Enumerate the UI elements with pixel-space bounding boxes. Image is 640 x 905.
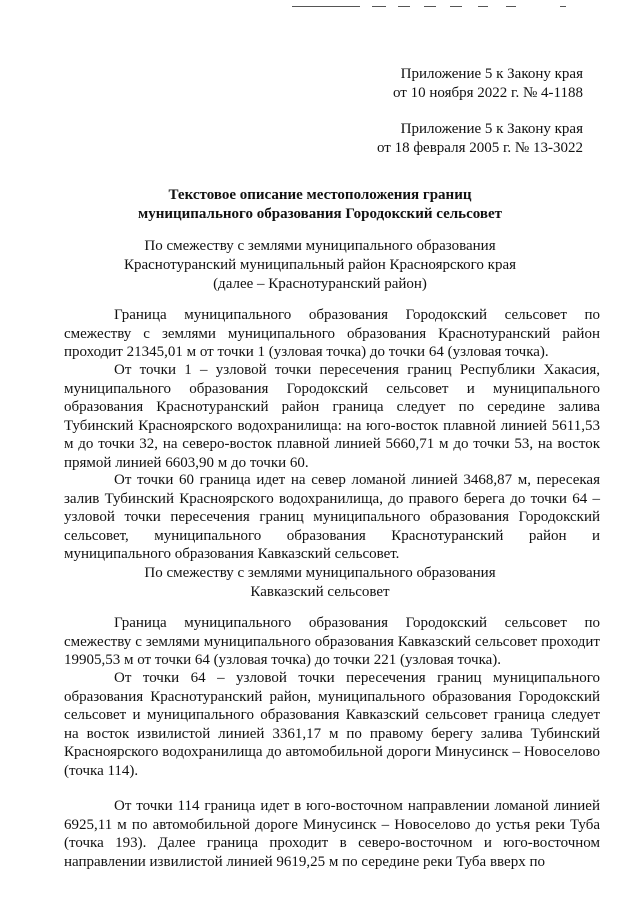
section1-heading-line3: (далее – Краснотуранский район): [213, 276, 427, 292]
appendix-current-line1: Приложение 5 к Закону края: [400, 66, 583, 82]
section1-heading-line1: По смежеству с землями муниципального образования: [144, 238, 496, 254]
section1-heading: [60, 237, 580, 294]
appendix-original: [377, 120, 583, 158]
section1-paragraph-3: От точки 60 граница идет на север ломаной линией 3468,87 м, пересекая залив Тубинский Красноярского водохранилища, до правого берега до точки 64 – узловой точки пересечения границ муниципального образования Городокский сельсовет, муниципального образования Краснотуранский район и муниципального образования Кавказский сельсовет.: [64, 472, 600, 563]
document-title: [60, 186, 580, 224]
section2-paragraph-3: От точки 114 граница идет в юго-восточном направлении ломаной линией 6925,11 м по автомобильной дороге Минусинск – Новоселово до устья реки Туба (точка 193). Далее граница проходит в северо-восточном и юго-восточном направлении извилистой линией 9619,25 м по середине реки Туба вверх по: [64, 798, 600, 870]
title-line1: Текстовое описание местоположения границ: [168, 187, 472, 203]
appendix-original-line2: от 18 февраля 2005 г. № 13-3022: [376, 140, 583, 156]
section2-heading-line2: Кавказский сельсовет: [250, 584, 390, 600]
title-line2: муниципального образования Городокский сельсовет: [138, 206, 502, 222]
scan-line: [450, 6, 462, 7]
scan-line: [372, 6, 386, 7]
scan-line: [398, 6, 410, 7]
scan-line: [424, 6, 436, 7]
scan-line: [478, 6, 488, 7]
section2-paragraph-1: Граница муниципального образования Городокский сельсовет по смежеству с землями муниципального образования Кавказский сельсовет проходит 19905,53 м от точки 64 (узловая точка) до точки 221 (узловая точка).: [64, 615, 600, 669]
scan-line: [292, 6, 360, 7]
section2-heading-line1: По смежеству с землями муниципального образования: [144, 565, 496, 581]
section2-paragraph-2: От точки 64 – узловой точки пересечения границ муниципального образования Краснотуранский район, муниципального образования Городокский сельсовет и муниципального образования Кавказский сельсовет граница следует на восток извилистой линией 3361,17 м по правому берегу залива Тубинский Красноярского водохранилища до автомобильной дороги Минусинск – Новоселово (точка 114).: [64, 670, 600, 779]
scan-line: [506, 6, 516, 7]
section1-heading-line2: Краснотуранский муниципальный район Красноярского края: [123, 257, 517, 273]
section1-paragraph-1: Граница муниципального образования Городокский сельсовет по смежеству с землями муниципального образования Краснотуранский район проходит 21345,01 м от точки 1 (узловая точка) до точки 64 (узловая точка).: [64, 307, 600, 361]
section2-heading: [60, 564, 580, 602]
appendix-current: [393, 65, 583, 103]
scan-line: [560, 6, 566, 7]
appendix-original-line1: Приложение 5 к Закону края: [400, 121, 583, 137]
appendix-current-line2: от 10 ноября 2022 г. № 4-1188: [393, 85, 583, 101]
section1-paragraph-2: От точки 1 – узловой точки пересечения границ Республики Хакасия, муниципального образования Городокский сельсовет и муниципального образования Краснотуранский район граница следует по середине залива Тубинский Красноярского водохранилища: на юго-восток плавной линией 5611,53 м до точки 32, на северо-восток плавной линией 5660,71 м до точки 53, на восток прямой линией 6603,90 м до точки 60.: [64, 362, 600, 471]
